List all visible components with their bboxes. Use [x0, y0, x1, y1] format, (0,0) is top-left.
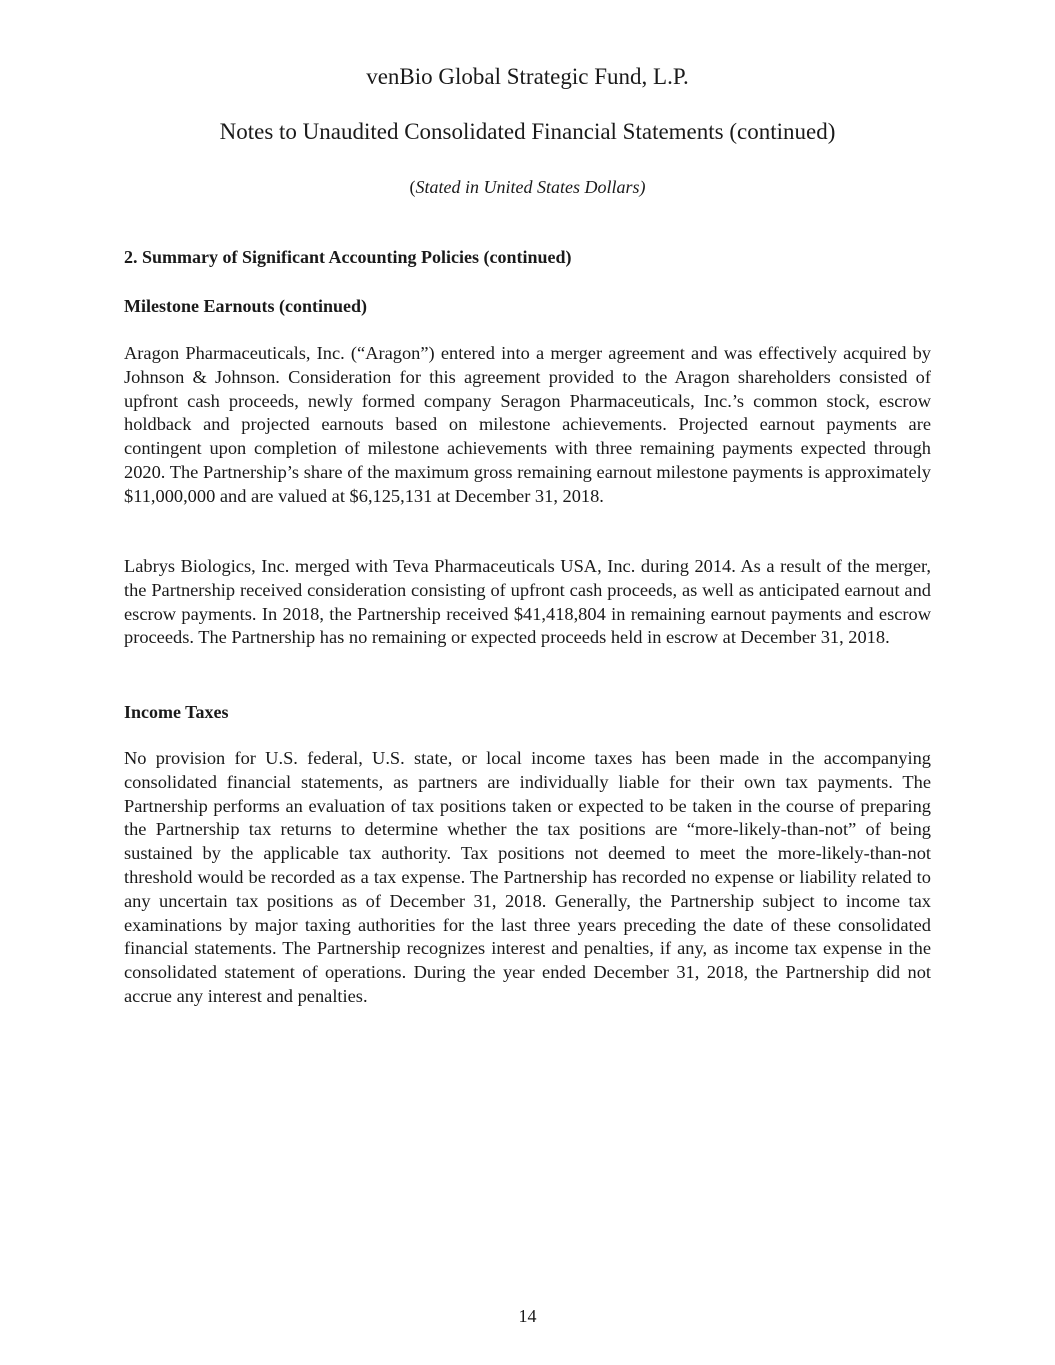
- section-heading-accounting-policies: 2. Summary of Significant Accounting Policies (continued): [124, 247, 572, 267]
- document-title: venBio Global Strategic Fund, L.P.: [366, 64, 689, 89]
- paragraph-labrys: Labrys Biologics, Inc. merged with Teva Pharmaceuticals USA, Inc. during 2014. As a result of the merger, the Partnership received consideration consisting of upfront cash proceeds, as well as anticipated earnout and escrow payments. In 2018, the Partnership received $41,418,804 in remaining earnout payments and escrow proceeds. The Partnership has no remaining or expected proceeds held in escrow at December 31, 2018.: [124, 556, 931, 648]
- paragraph-aragon: Aragon Pharmaceuticals, Inc. (“Aragon”) entered into a merger agreement and was effectively acquired by Johnson & Johnson. Consideration for this agreement provided to the Aragon shareholders consisted of upfront cash proceeds, newly formed company Seragon Pharmaceuticals, Inc.’s common stock, escrow holdback and projected earnouts based on milestone achievements. Projected earnout payments are contingent upon completion of milestone achievements with three remaining payments expected through 2020. The Partnership’s share of the maximum gross remaining earnout milestone payments is approximately $11,000,000 and are valued at $6,125,131 at December 31, 2018.: [124, 343, 931, 506]
- subsection-heading-income-taxes: Income Taxes: [124, 702, 229, 722]
- page-number: 14: [518, 1306, 537, 1326]
- paragraph-income-taxes: No provision for U.S. federal, U.S. state, or local income taxes has been made in the accompanying consolidated financial statements, as partners are individually liable for their own tax payments. The Partnership performs an evaluation of tax positions taken or expected to be taken in the course of preparing the Partnership tax returns to determine whether the tax positions are “more-likely-than-not” of being sustained by the applicable tax authority. Tax positions not deemed to meet the more-likely-than-not threshold would be recorded as a tax expense. The Partnership has recorded no expense or liability related to any uncertain tax positions as of December 31, 2018. Generally, the Partnership subject to income tax examinations by major taxing authorities for the last three years preceding the date of these consolidated financial statements. The Partnership recognizes interest and penalties, if any, as income tax expense in the consolidated statement of operations. During the year ended December 31, 2018, the Partnership did not accrue any interest and penalties.: [124, 748, 931, 1006]
- subsection-heading-milestone-earnouts: Milestone Earnouts (continued): [124, 296, 367, 316]
- currency-note: [0, 175, 1055, 199]
- currency-note-text: Stated in United States Dollars): [415, 177, 646, 197]
- document-subtitle: Notes to Unaudited Consolidated Financial Statements (continued): [219, 119, 836, 144]
- currency-note-open-paren: (: [409, 177, 416, 197]
